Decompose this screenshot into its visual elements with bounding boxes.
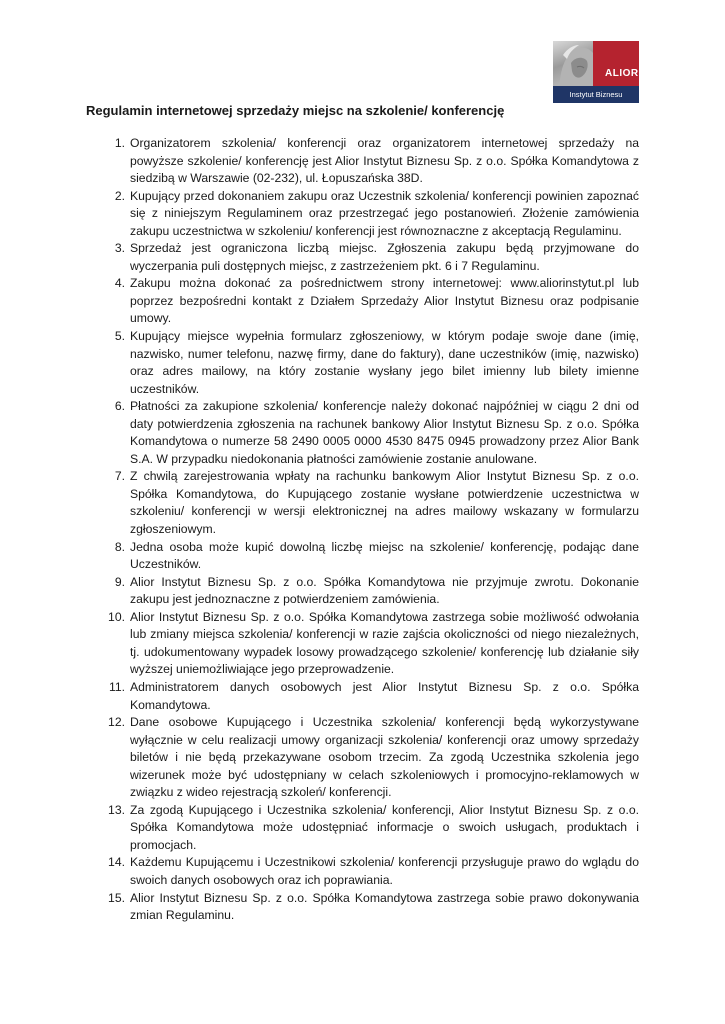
- rule-number: 9 .: [99, 574, 125, 592]
- rule-text: Kupujący przed dokonaniem zakupu oraz Uczestnik szkolenia/ konferencji powinien zapoznać się z niniejszym Regulaminem oraz przestrzegać jego postanowień. Złożenie zamówienia zakupu uczestnictwa w szkoleniu/ konferencji jest równoznaczne z akceptacją Regulaminu.: [130, 188, 639, 238]
- rule-text: Płatności za zakupione szkolenia/ konferencje należy dokonać najpóźniej w ciągu 2 dni od daty potwierdzenia zgłoszenia na rachunek bankowy Alior Instytut Biznesu Sp. z o.o. Spółka Komandytowa o numerze 58 2490 0005 0000 4530 8475 0945 prowadzony przez Alior Bank S.A. W przypadku niedokonania płatności zamówienie zostanie anulowane.: [130, 399, 639, 466]
- alior-logo: [553, 41, 639, 103]
- rule-item: [99, 854, 639, 889]
- rule-number: 2 .: [99, 188, 125, 206]
- rule-item: [99, 802, 639, 855]
- rule-text: Administratorem danych osobowych jest Alior Instytut Biznesu Sp. z o.o. Spółka Komandytowa.: [130, 679, 639, 712]
- rule-number: 5 .: [99, 328, 125, 346]
- rule-item: [99, 135, 639, 188]
- rule-item: [99, 328, 639, 398]
- rule-text: Jedna osoba może kupić dowolną liczbę miejsc na szkolenie/ konferencję, podając dane Uczestników.: [130, 539, 639, 572]
- rule-text: Z chwilą zarejestrowania wpłaty na rachunku bankowym Alior Instytut Biznesu Sp. z o.o. Spółka Komandytowa, do Kupującego zostanie wysłane potwierdzenie uczestnictwa w szkoleniu/ konferencji w wersji elektronicznej na adres mailowy wskazany w formularzu zgłoszeniowym.: [130, 469, 639, 537]
- rule-item: [99, 398, 639, 468]
- rule-text: Sprzedaż jest ograniczona liczbą miejsc. Zgłoszenia zakupu będą przyjmowane do wyczerpania puli dostępnych miejsc, z zastrzeżeniem pkt. 6 i 7 Regulaminu.: [130, 241, 639, 273]
- logo-brand-text: ALIOR: [605, 68, 639, 79]
- rule-item: [99, 609, 639, 679]
- rule-number: 13 .: [99, 802, 125, 820]
- rules-list: [99, 135, 639, 925]
- rule-number: 3 .: [99, 240, 125, 258]
- rule-item: [99, 188, 639, 241]
- logo-emblem: [553, 41, 639, 86]
- rule-item: [99, 275, 639, 328]
- rule-text: Zakupu można dokonać za pośrednictwem strony internetowej: www.aliorinstytut.pl lub poprzez bezpośredni kontakt z Działem Sprzedaży Alior Instytut Biznesu oraz podpisanie umowy.: [130, 276, 639, 326]
- rule-number: 12 .: [99, 714, 125, 732]
- rule-item: [99, 890, 639, 925]
- rule-number: 4 .: [99, 275, 125, 293]
- document-title: Regulamin internetowej sprzedaży miejsc na szkolenie/ konferencję: [86, 103, 505, 118]
- rule-item: [99, 539, 639, 574]
- rule-text: Za zgodą Kupującego i Uczestnika szkolenia/ konferencji, Alior Instytut Biznesu Sp. z o.o. Spółka Komandytowa może udostępniać informacje o swoich usługach, produktach i promocjach.: [130, 802, 639, 852]
- rule-item: [99, 240, 639, 275]
- rule-number: 6 .: [99, 398, 125, 416]
- rule-number: 8 .: [99, 539, 125, 557]
- rule-number: 1 .: [99, 135, 125, 153]
- rule-number: 7 .: [99, 468, 125, 486]
- rule-text: Alior Instytut Biznesu Sp. z o.o. Spółka Komandytowa zastrzega sobie prawo dokonywania zmian Regulaminu.: [130, 890, 639, 923]
- rule-text: Alior Instytut Biznesu Sp. z o.o. Spółka Komandytowa zastrzega sobie możliwość odwołania lub zmiany miejsca szkolenia/ konferencji w razie zajścia okoliczności od niego niezależnych, tj. udokumentowany wypadek losowy prowadzącego szkolenie/ konferencję lub działanie siły wyższej uniemożliwiające jego przeprowadzenie.: [130, 609, 639, 677]
- logo-subtitle: Instytut Biznesu: [553, 86, 639, 103]
- rule-item: [99, 679, 639, 714]
- rule-text: Organizatorem szkolenia/ konferencji oraz organizatorem internetowej sprzedaży na powyższe szkolenie/ konferencję jest Alior Instytut Biznesu Sp. z o.o. Spółka Komandytowa z siedzibą w Warszawie (02-232), ul. Łopuszańska 38D.: [130, 136, 639, 186]
- rule-text: Kupujący miejsce wypełnia formularz zgłoszeniowy, w którym podaje swoje dane (imię, nazwisko, numer telefonu, nazwę firmy, dane do faktury), dane uczestników (imię, nazwisko) oraz adres mailowy, na który zostanie wysłany jego bilet imienny lub bilety imienne uczestników.: [130, 329, 639, 396]
- rule-item: [99, 574, 639, 609]
- rule-number: 14 .: [99, 854, 125, 872]
- rule-text: Każdemu Kupującemu i Uczestnikowi szkolenia/ konferencji przysługuje prawo do wglądu do swoich danych osobowych oraz ich poprawiania.: [130, 855, 639, 887]
- rule-number: 10 .: [99, 609, 125, 627]
- sculpture-face-icon: [553, 41, 597, 86]
- rule-item: [99, 468, 639, 538]
- rule-number: 15 .: [99, 890, 125, 908]
- logo-red-panel: [593, 41, 639, 86]
- rule-number: 11 .: [99, 679, 125, 697]
- logo-sculpture-image: [553, 41, 597, 86]
- rule-text: Dane osobowe Kupującego i Uczestnika szkolenia/ konferencji będą wykorzystywane wyłącznie w celu realizacji umowy organizacji szkolenia/ konferencji oraz umowy sprzedaży biletów i nie będą przekazywane osobom trzecim. Za zgodą Uczestnika szkolenia jego wizerunek może być udostępniany w celach szkoleniowych i promocyjno-reklamowych w związku z wideo rejestracją szkoleń/ konferencji.: [130, 715, 639, 800]
- rule-text: Alior Instytut Biznesu Sp. z o.o. Spółka Komandytowa nie przyjmuje zwrotu. Dokonanie zakupu jest jednoznaczne z potwierdzeniem zamówienia.: [130, 574, 639, 607]
- rule-item: [99, 714, 639, 802]
